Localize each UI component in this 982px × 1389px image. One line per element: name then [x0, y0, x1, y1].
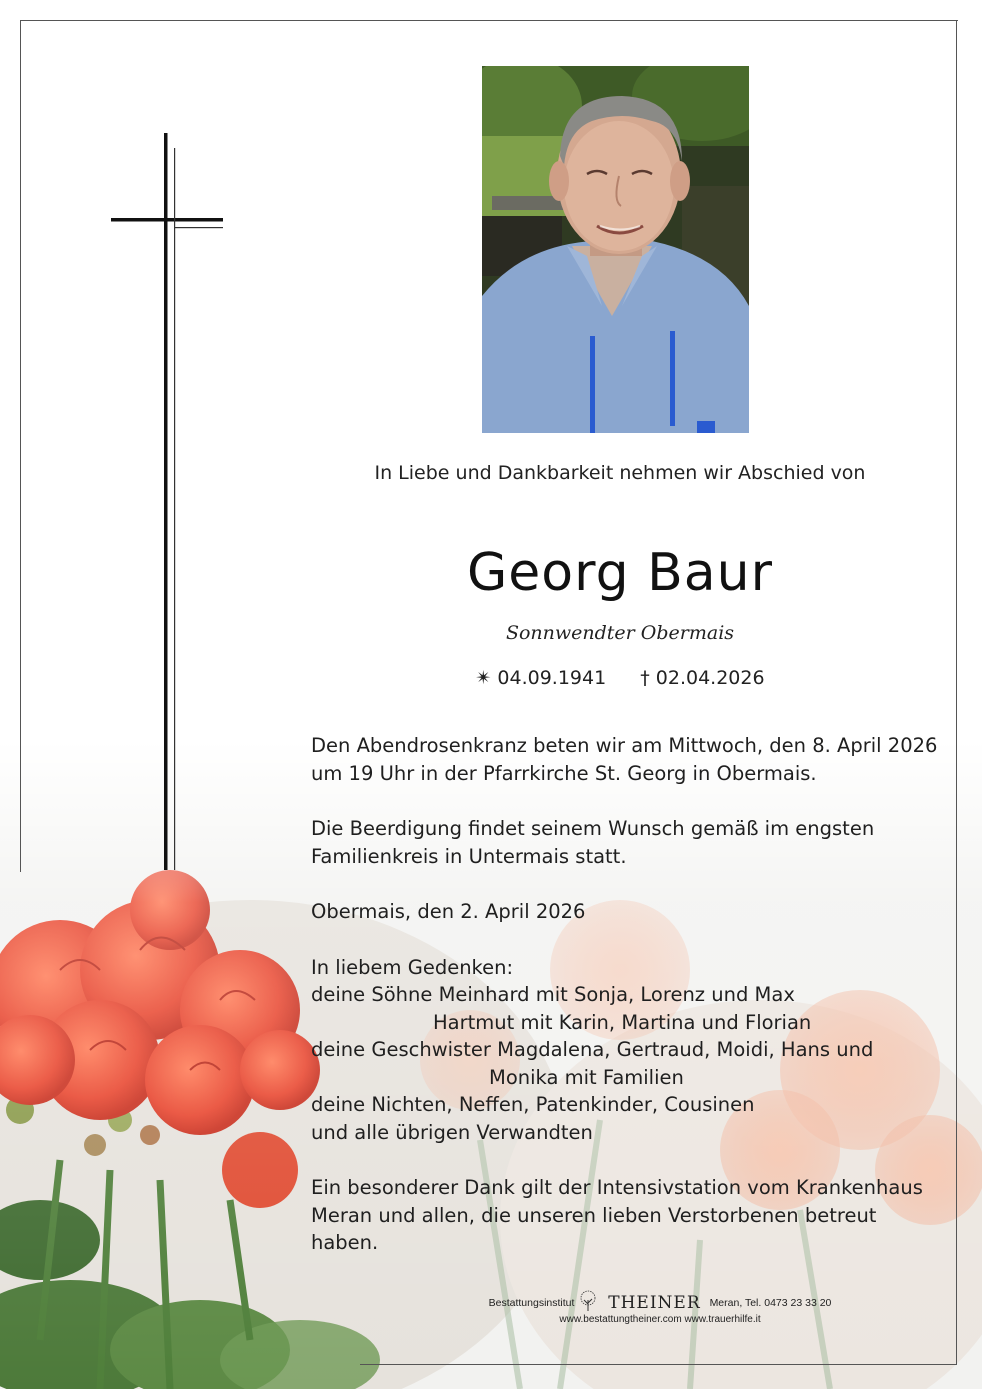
funeral-line: Die Beerdigung findet seinem Wunsch gemäß im engsten — [311, 817, 875, 840]
footer-prefix: Bestattungsinstitut — [488, 1297, 575, 1309]
mourner-line: Monika mit Familien — [489, 1065, 684, 1089]
memory-heading: In liebem Gedenken: — [311, 955, 514, 979]
death-date: † 02.04.2026 — [640, 667, 765, 689]
footer-websites[interactable]: www.bestattungtheiner.com www.trauerhilfe.it — [559, 1314, 761, 1325]
mourner-line: deine Nichten, Neffen, Patenkinder, Cousinen — [311, 1093, 755, 1116]
mourner-line: und alle übrigen Verwandten — [311, 1120, 593, 1144]
cross-icon — [108, 130, 228, 875]
thanks-line: Ein besonderer Dank gilt der Intensivstation vom Krankenhaus — [311, 1176, 923, 1199]
mourner-line: deine Söhne Meinhard mit Sonja, Lorenz und Max — [311, 983, 795, 1006]
funeral-line: Familienkreis in Untermais statt. — [311, 844, 627, 868]
rosary-line: Den Abendrosenkranz beten wir am Mittwoch, den 8. April 2026 — [311, 734, 938, 757]
life-dates — [330, 667, 910, 689]
portrait-photo — [482, 66, 749, 433]
mourner-line: Hartmut mit Karin, Martina und Florian — [433, 1010, 812, 1034]
house-name: Sonnwendter Obermais — [505, 622, 735, 644]
mourner-line: deine Geschwister Magdalena, Gertraud, Moidi, Hans und — [311, 1038, 874, 1061]
deceased-name: Georg Baur — [467, 543, 773, 603]
frame-right-line — [956, 20, 957, 1365]
obituary-body — [311, 732, 951, 1257]
tree-icon — [577, 1290, 599, 1312]
rosary-line: um 19 Uhr in der Pfarrkirche St. Georg in Obermais. — [311, 761, 817, 785]
frame-left-line — [20, 20, 21, 872]
funeral-home-footer — [470, 1290, 850, 1326]
thanks-line: haben. — [311, 1231, 379, 1254]
place-date: Obermais, den 2. April 2026 — [311, 900, 586, 923]
frame-top-line — [20, 20, 958, 21]
frame-bottom-line — [360, 1364, 957, 1365]
thanks-line: Meran und allen, die unseren lieben Verstorbenen betreut — [311, 1203, 877, 1227]
birth-date: ✴ 04.09.1941 — [475, 667, 607, 689]
intro-text: In Liebe und Dankbarkeit nehmen wir Abschied von — [374, 462, 866, 484]
footer-contact: Meran, Tel. 0473 23 33 20 — [709, 1297, 832, 1309]
footer-brand: THEINER — [608, 1293, 701, 1313]
